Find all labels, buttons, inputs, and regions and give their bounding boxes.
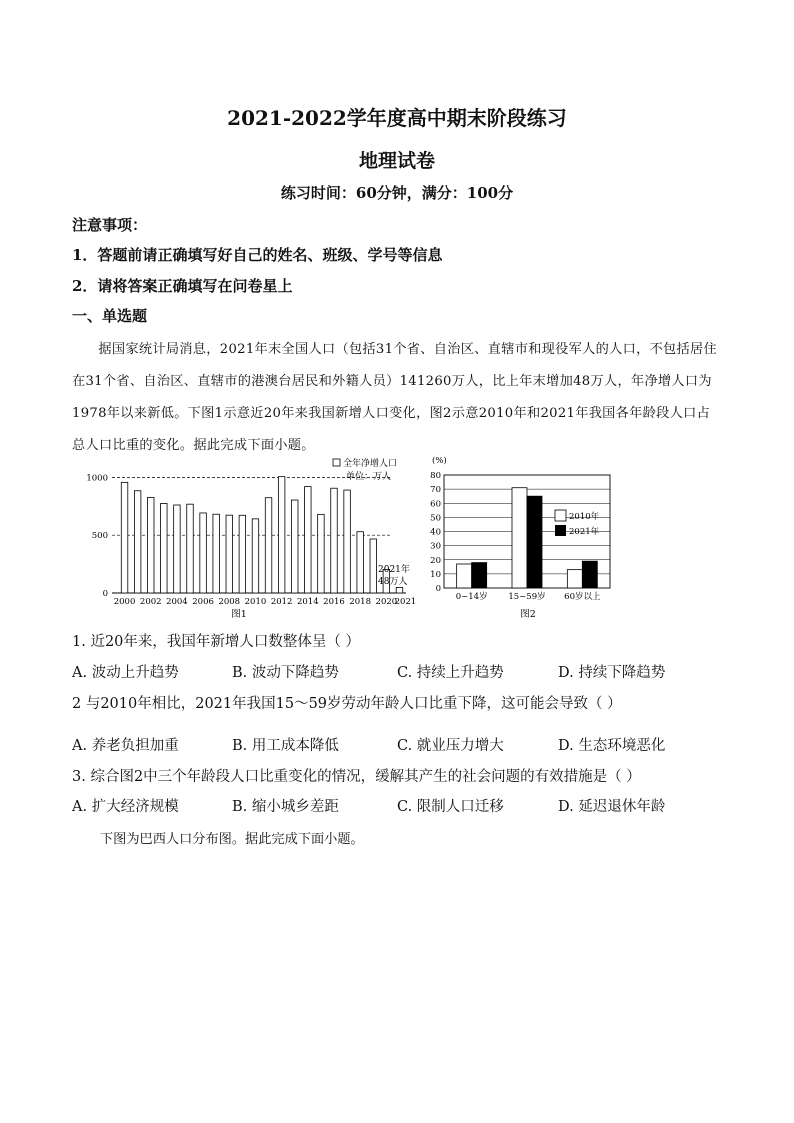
option-b[interactable]: B. 波动下降趋势 <box>232 665 339 681</box>
option-c[interactable]: C. 限制人口迁移 <box>397 799 504 815</box>
bar-60岁以上-2010年 <box>567 570 582 588</box>
x-tick-label: 2002 <box>139 597 162 607</box>
bar-2008 <box>226 515 233 593</box>
bar-2012 <box>278 477 285 593</box>
legend-swatch <box>333 459 340 466</box>
exam-subject: 地理试卷 <box>358 150 435 172</box>
y-tick-label: 30 <box>430 541 441 552</box>
figure-1-chart <box>84 455 417 625</box>
x-tick-label: 2018 <box>349 597 372 607</box>
x-tick-label: 2021 <box>394 597 417 607</box>
bar-2006 <box>200 513 207 593</box>
option-b[interactable]: B. 缩小城乡差距 <box>232 799 339 815</box>
y-tick-label: 20 <box>430 555 441 566</box>
x-tick-label: 2010 <box>244 597 267 607</box>
bar-2000 <box>121 482 128 593</box>
y-tick-label: 1000 <box>86 473 108 484</box>
bar-2004 <box>174 505 181 593</box>
footer-note: 下图为巴西人口分布图。据此完成下面小题。 <box>100 832 364 847</box>
notes-heading: 注意事项： <box>72 216 148 234</box>
figure-2-caption: 图2 <box>520 609 536 620</box>
bar-2001 <box>134 491 141 593</box>
bar-2013 <box>291 500 298 593</box>
bar-2009 <box>239 515 246 593</box>
bar-2021 <box>396 587 403 593</box>
x-tick-label: 15~59岁 <box>508 592 546 602</box>
bar-0~14岁-2021年 <box>472 563 487 588</box>
option-d[interactable]: D. 延迟退休年龄 <box>558 799 666 815</box>
note-item: 1．答题前请正确填写好自己的姓名、班级、学号等信息 <box>72 246 443 264</box>
question-1-stem: 1. 近20年来，我国年新增人口数整体呈（ ） <box>72 634 361 650</box>
x-tick-label: 2014 <box>296 597 319 607</box>
option-a[interactable]: A. 波动上升趋势 <box>72 665 179 681</box>
annotation-line-2: 48万人 <box>378 577 408 587</box>
x-tick-label: 2012 <box>270 597 293 607</box>
x-tick-label: 0~14岁 <box>455 592 488 602</box>
bar-2010 <box>252 519 258 593</box>
legend-label-2010: 2010年 <box>569 512 600 522</box>
bar-15~59岁-2010年 <box>512 488 527 588</box>
option-b[interactable]: B. 用工成本降低 <box>232 738 339 754</box>
bar-2007 <box>213 514 220 593</box>
option-a[interactable]: A. 养老负担加重 <box>72 738 179 754</box>
legend-swatch-2010 <box>555 510 566 521</box>
bar-2016 <box>331 488 338 593</box>
y-tick-label: 500 <box>91 531 108 542</box>
bar-2002 <box>147 497 154 593</box>
bar-2018 <box>357 532 364 593</box>
bar-2014 <box>305 487 312 593</box>
option-a[interactable]: A. 扩大经济规模 <box>72 799 179 815</box>
question-2-stem: 2 与2010年相比，2021年我国15～59岁劳动年龄人口比重下降，这可能会导致（ ） <box>72 696 622 712</box>
option-c[interactable]: C. 持续上升趋势 <box>397 665 504 681</box>
y-tick-label: 0 <box>435 584 441 594</box>
question-3-stem: 3. 综合图2中三个年龄段人口比重变化的情况，缓解其产生的社会问题的有效措施是（ ） <box>72 769 641 785</box>
bar-2011 <box>265 498 272 593</box>
legend-swatch-2021 <box>555 525 566 536</box>
y-tick-label: 60 <box>430 499 441 510</box>
y-tick-label: 40 <box>430 527 441 538</box>
legend-label: 全年净增人口 <box>343 459 398 469</box>
y-tick-label: 0 <box>102 589 108 599</box>
x-tick-label: 2020 <box>375 597 398 607</box>
option-d[interactable]: D. 生态环境恶化 <box>558 738 666 754</box>
x-tick-label: 2000 <box>113 597 136 607</box>
x-tick-label: 2006 <box>192 597 214 607</box>
bar-2019 <box>370 539 377 593</box>
y-tick-label: 70 <box>430 485 441 496</box>
bar-2015 <box>318 514 325 593</box>
bar-60岁以上-2021年 <box>582 561 597 588</box>
x-tick-label: 2016 <box>323 597 345 607</box>
exam-info: 练习时间：60分钟，满分：100分 <box>280 184 514 202</box>
bar-0~14岁-2010年 <box>457 564 472 588</box>
legend-label-2021: 2021年 <box>569 527 600 537</box>
x-tick-label: 60岁以上 <box>564 592 601 602</box>
y-unit-label: (%) <box>432 456 447 466</box>
x-tick-label: 2004 <box>166 597 188 607</box>
note-item: 2．请将答案正确填写在问卷星上 <box>72 277 293 295</box>
exam-title: 2021-2022学年度高中期末阶段练习 <box>227 106 567 130</box>
option-c[interactable]: C. 就业压力增大 <box>397 738 504 754</box>
bar-2017 <box>344 490 351 593</box>
bar-15~59岁-2021年 <box>527 496 542 588</box>
unit-label: 单位：万人 <box>346 472 392 482</box>
option-d[interactable]: D. 持续下降趋势 <box>558 665 666 681</box>
figure-1-caption: 图1 <box>231 609 247 620</box>
y-tick-label: 80 <box>430 471 441 481</box>
y-tick-label: 10 <box>430 569 441 580</box>
bar-2005 <box>187 504 194 593</box>
y-tick-label: 50 <box>430 513 441 524</box>
x-tick-label: 2008 <box>218 597 241 607</box>
section-heading: 一、单选题 <box>72 307 148 325</box>
bar-2003 <box>161 503 168 593</box>
annotation-line-1: 2021年 <box>378 565 410 575</box>
figure-2-chart <box>422 455 617 625</box>
passage: 据国家统计局消息，2021年末全国人口（包括31个省、自治区、直辖市和现役军人的人口，不包括居住在31个省、自治区、直辖市的港澳台居民和外籍人员）141260万人，比上年末增加48万人，年净增人口为1978年以来新低。下图1示意近20年来我国新增人口变化，图2示意2010年和2021年我国各年龄段人口占总人口比重的变化。据此完成下面小题。 <box>72 342 718 453</box>
